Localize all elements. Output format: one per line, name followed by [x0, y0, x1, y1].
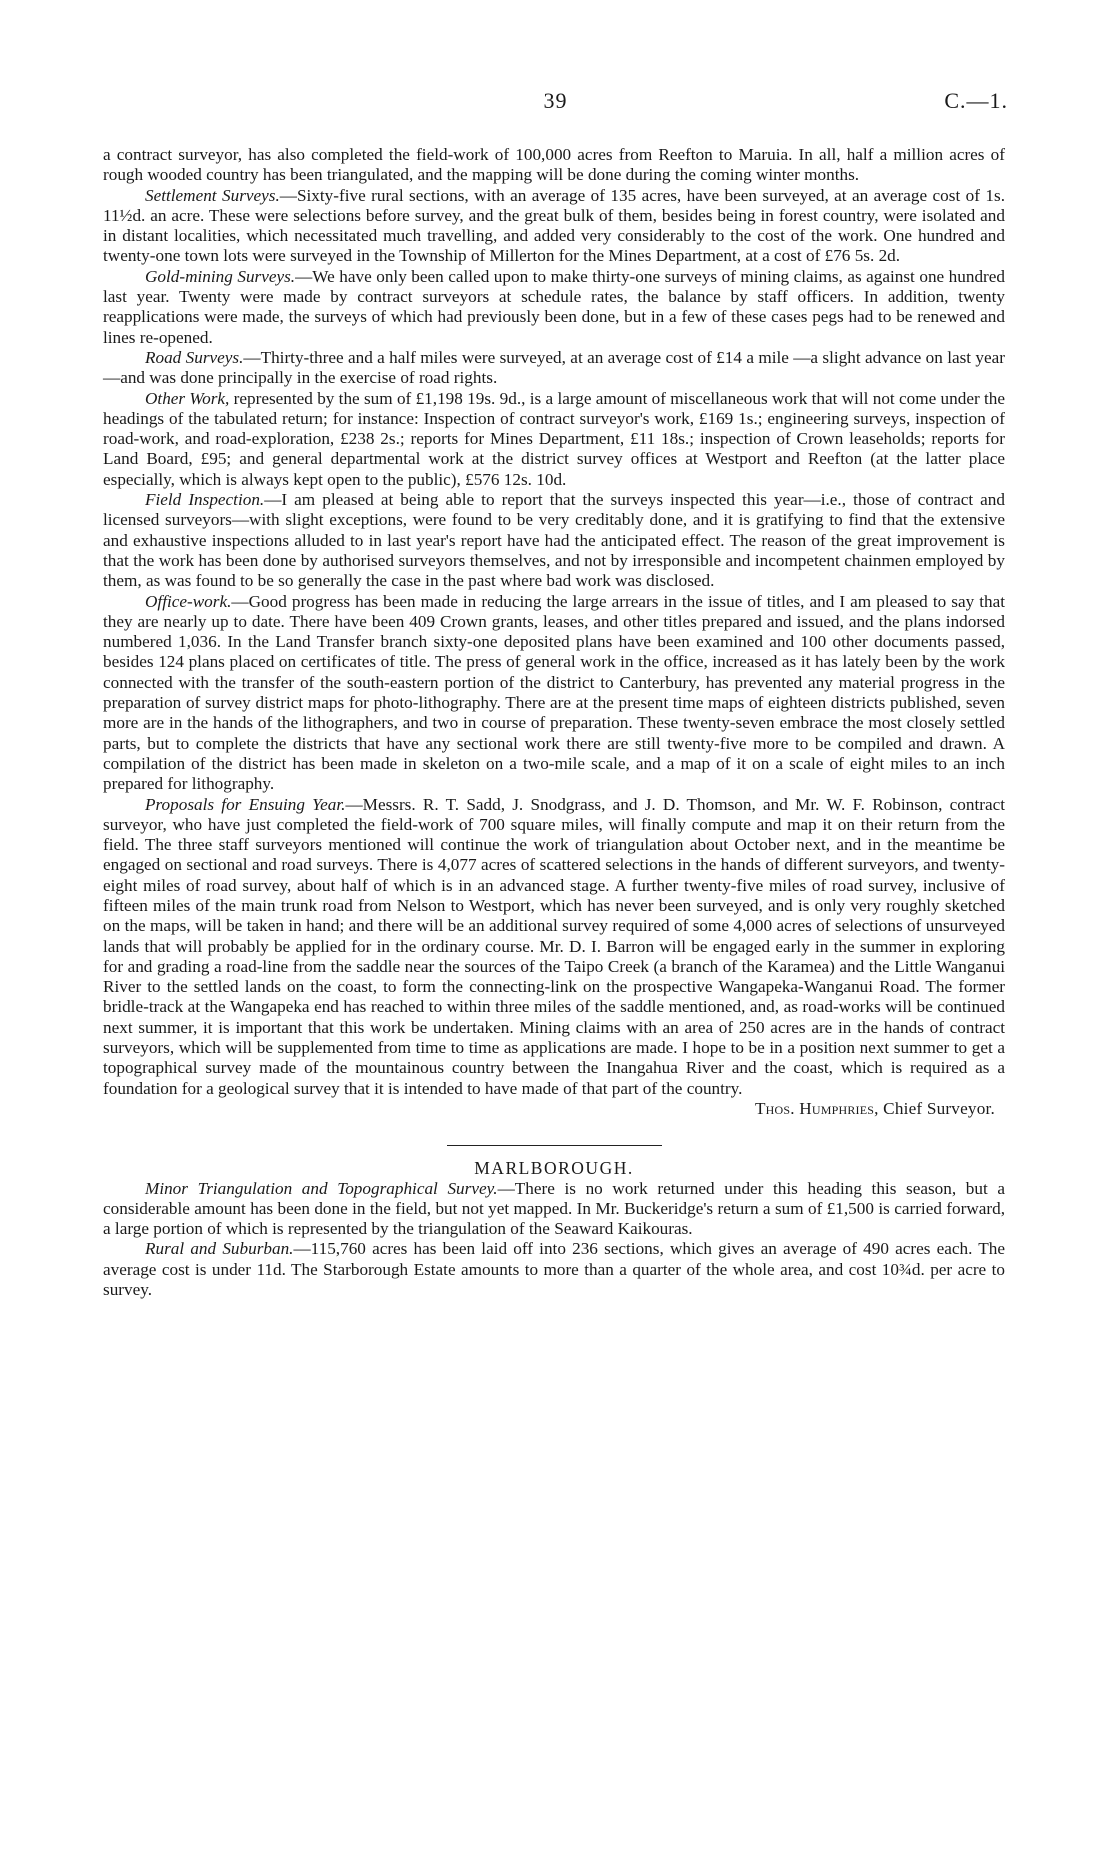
paragraph-heading: Office-work. — [145, 591, 232, 611]
section-divider — [447, 1145, 662, 1146]
paragraph-text: —Thirty-three and a half miles were surveyed, at an average cost of £14 a mile —a slight advance on last year—and was done principally in the exercise of road rights. — [103, 347, 1005, 388]
paragraph-road-surveys — [103, 348, 1005, 389]
report-body — [103, 145, 1005, 1300]
paragraph-rural-suburban — [103, 1239, 1005, 1300]
paragraph-heading: Gold-mining Surveys. — [145, 266, 296, 286]
paragraph-heading: Field Inspection. — [145, 490, 265, 510]
paragraph-text: —Messrs. R. T. Sadd, J. Snodgrass, and J. D. Thomson, and Mr. W. F. Robinson, contract surveyor, who have just completed the field-work of 700 square miles, will finally compute and map it on their return from the field. The three staff surveyors mentioned will continue the work of triangulation about October next, and in the meantime be engaged on sectional and road surveys. There is 4,077 acres of scattered selections in the hands of different surveyors, and twenty-eight miles of road survey, about half of which is in an advanced stage. A further twenty-five miles of road survey, inclusive of fifteen miles of the main trunk road from Nelson to Westport, which has never been surveyed, and is only very roughly sketched on the maps, will be taken in hand; and there will be an additional survey required of some 4,000 acres of selections of unsurveyed lands that will probably be applied for in the ordinary course. Mr. D. I. Barron will be engaged early in the summer in exploring for and grading a road-line from the saddle near the sources of the Taipo Creek (a branch of the Karamea) and the Little Wanganui River to the settled lands on the coast, to form the connecting-link on the prospective Wangapeka-Wanganui Road. The former bridle-track at the Wangapeka end has reached to within three miles of the saddle mentioned, and, as road-works will be continued next summer, it is important that this work be undertaken. Mining claims with an area of 250 acres are in the hands of contract surveyors, which will be supplemented from time to time as applications are made. I hope to be in a position next summer to get a topographical survey made of the mountainous country between the Inangahua River and the coast, which is required as a foundation for a geological survey that it is intended to have made of that part of the country. — [103, 794, 1005, 1098]
paragraph-minor-triangulation — [103, 1179, 1005, 1240]
paragraph-heading: Road Surveys. — [145, 347, 244, 367]
paragraph-field-inspection — [103, 490, 1005, 591]
paragraph-heading: Minor Triangulation and Topographical Survey. — [145, 1178, 498, 1198]
paragraph-heading: Settlement Surveys. — [145, 185, 280, 205]
paragraph-heading: Rural and Suburban. — [145, 1239, 294, 1259]
paragraph-gold-mining-surveys — [103, 267, 1005, 348]
paragraph-text: —We have only been called upon to make thirty-one surveys of mining claims, as against one hundred last year. Twenty were made by contract surveyors at schedule rates, the balance by staff officers. In addition, twenty reapplications were made, the surveys of which had previously been done, but in a few of these cases pegs had to be renewed and lines re-opened. — [103, 266, 1005, 347]
paragraph-heading: Proposals for Ensuing Year. — [145, 794, 346, 814]
page-header — [103, 88, 1008, 128]
paragraph-other-work — [103, 389, 1005, 490]
paragraph-text: —115,760 acres has been laid off into 236 sections, which gives an average of 490 acres each. The average cost is under 11d. The Starborough Estate amounts to more than a quarter of the whole area, and cost 10¾d. per acre to survey. — [103, 1239, 1005, 1300]
document-reference: C.—1. — [944, 88, 1008, 113]
paragraph-text: —There is no work returned under this heading this season, but a considerable amount has been done in the field, but not yet mapped. In Mr. Buckeridge's return a sum of £1,500 is carried forward, a large portion of which is represented by the triangulation of the Seaward Kaikouras. — [103, 1178, 1006, 1239]
paragraph-office-work — [103, 592, 1005, 795]
page-number: 39 — [543, 88, 568, 113]
signature-title: , Chief Surveyor. — [874, 1098, 995, 1118]
paragraph-heading: Other Work, — [145, 388, 230, 408]
paragraph-text: —I am pleased at being able to report that the surveys inspected this year—i.e., those of contract and licensed surveyors—with slight exceptions, were found to be very creditably done, and it is gratifying to find that the extensive and exhaustive inspections alluded to in last year's report have had the anticipated effect. The reason of the great improvement is that the work has been done by authorised surveyors themselves, and not by irresponsible and incompetent chainmen employed by them, as was found to be so generally the case in the past where bad work was disclosed. — [103, 490, 1005, 591]
paragraph-proposals — [103, 795, 1005, 1099]
signature-name: Thos. Humphries — [754, 1098, 875, 1118]
paragraph-text: represented by the sum of £1,198 19s. 9d., is a large amount of miscellaneous work that will not come under the headings of the tabulated return; for instance: Inspection of contract surveyor's work, £169 1s.; engineering surveys, inspection of road-work, and road-exploration, £238 2s.; reports for Mines Department, £11 18s.; inspection of Crown leaseholds; reports for Land Board, £95; and general departmental work at the district survey offices at Westport and Reefton (at the latter place especially, which is always kept open to the public), £576 12s. 10d. — [103, 388, 1005, 489]
paragraph-settlement-surveys — [103, 186, 1005, 267]
paragraph-text: —Good progress has been made in reducing the large arrears in the issue of titles, and I am pleased to say that they are nearly up to date. There have been 409 Crown grants, leases, and other titles prepared and issued, and the plans indorsed numbered 1,036. In the Land Transfer branch sixty-one deposited plans have been examined and 100 other documents passed, besides 124 plans placed on certificates of title. The press of general work in the office, increased as it has lately been by the work connected with the transfer of the south-eastern portion of the district to Canterbury, has prevented any material progress in the preparation of survey district maps for photo-lithography. There are at the present time maps of eighteen districts published, seven more are in the hands of the lithographers, and two in course of preparation. These twenty-seven embrace the most closely settled parts, but to complete the districts that have any sectional work there are still twenty-five more to be compiled and drawn. A compilation of the district has been made in skeleton on a two-mile scale, and a map of it on a scale of eight miles to an inch prepared for lithography. — [103, 591, 1005, 794]
paragraph-continuation — [103, 145, 1005, 186]
signature — [103, 1099, 1005, 1119]
section-title: MARLBOROUGH. — [474, 1158, 634, 1179]
paragraph-text: a contract surveyor, has also completed the field-work of 100,000 acres from Reefton to Maruia. In all, half a million acres of rough wooded country has been triangulated, and the mapping will be done during the coming winter months. — [103, 145, 1005, 185]
paragraph-text: —Sixty-five rural sections, with an average of 135 acres, have been surveyed, at an average cost of 1s. 11½d. an acre. These were selections before survey, and the great bulk of them, besides being in forest country, were isolated and in distant localities, which necessitated much travelling, and added very considerably to the cost of the work. One hundred and twenty-one town lots were surveyed in the Township of Millerton for the Mines Department, at a cost of £76 5s. 2d. — [103, 185, 1005, 266]
